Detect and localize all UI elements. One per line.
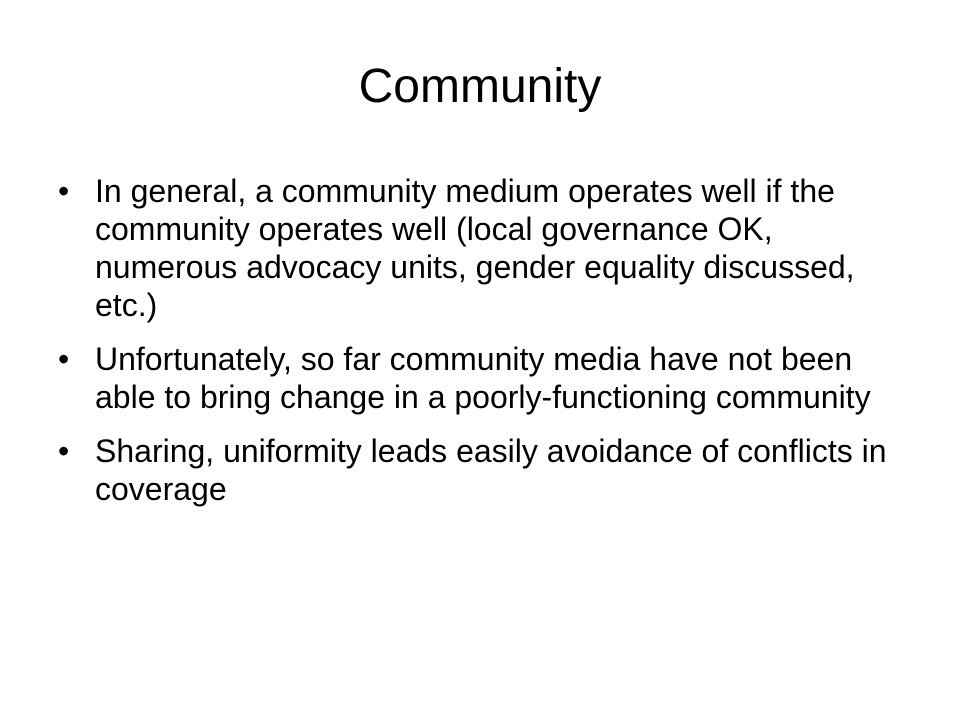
bullet-item <box>58 432 908 508</box>
bullet-item <box>58 340 908 416</box>
bullet-marker: • <box>58 173 70 209</box>
bullet-text: Unfortunately, so far community media have not been able to bring change in a poorly-functioning community <box>95 341 871 415</box>
bullet-item <box>58 172 908 324</box>
bullet-text: Sharing, uniformity leads easily avoidance of conflicts in coverage <box>95 433 887 507</box>
bullet-marker: • <box>58 433 70 469</box>
bullet-marker: • <box>58 341 70 377</box>
bullet-text: In general, a community medium operates well if the community operates well (local governance OK, numerous advocacy units, gender equality discussed, etc.) <box>95 173 855 323</box>
slide-title: Community <box>358 60 602 113</box>
bullet-list <box>58 172 908 524</box>
